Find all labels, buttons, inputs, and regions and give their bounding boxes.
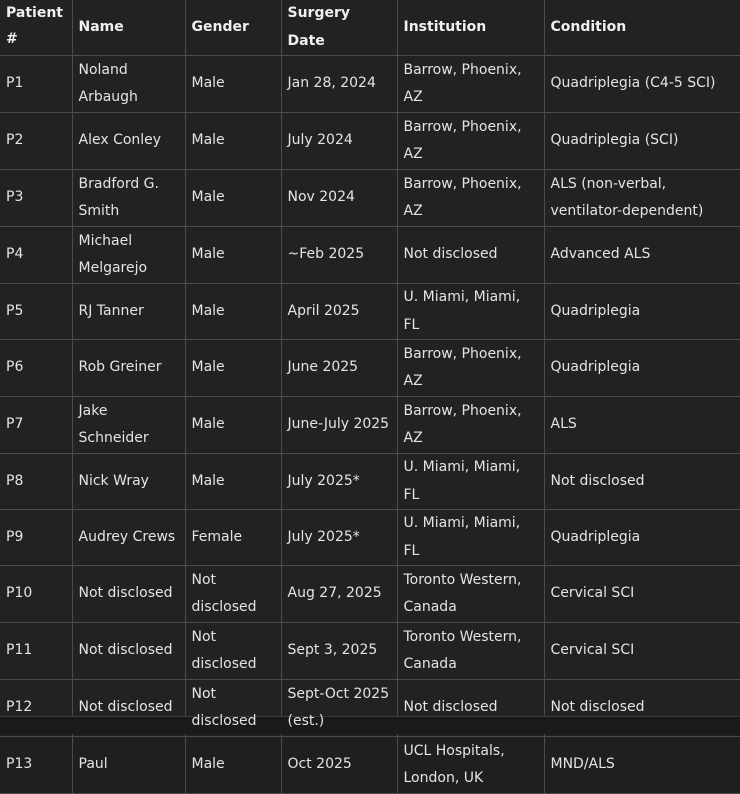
cell-patient-number: P2 <box>0 113 72 170</box>
cell-patient-number: P13 <box>0 737 72 794</box>
cell-institution: U. Miami, Miami, FL <box>397 454 544 510</box>
cell-patient-number: P7 <box>0 397 72 454</box>
cell-name: Bradford G. Smith <box>72 170 185 227</box>
cell-surgery-date: July 2025* <box>281 454 397 510</box>
header-patient-number: Patient # <box>0 0 72 56</box>
cell-condition: Not disclosed <box>544 680 740 737</box>
cell-surgery-date: Aug 27, 2025 <box>281 566 397 623</box>
cell-gender: Male <box>185 227 281 284</box>
cell-gender: Not disclosed <box>185 680 281 737</box>
cell-condition: Advanced ALS <box>544 227 740 284</box>
cell-patient-number: P5 <box>0 284 72 340</box>
cell-gender: Not disclosed <box>185 623 281 680</box>
cell-name: Jake Schneider <box>72 397 185 454</box>
table-row <box>0 737 740 794</box>
cell-name: Not disclosed <box>72 680 185 737</box>
cell-condition: ALS (non-verbal, ventilator-dependent) <box>544 170 740 227</box>
cell-institution: Toronto Western, Canada <box>397 623 544 680</box>
cell-gender: Female <box>185 510 281 566</box>
cell-condition: Quadriplegia (SCI) <box>544 113 740 170</box>
cell-patient-number: P11 <box>0 623 72 680</box>
header-condition: Condition <box>544 0 740 56</box>
cell-institution: U. Miami, Miami, FL <box>397 284 544 340</box>
cell-gender: Male <box>185 737 281 794</box>
cell-name: Noland Arbaugh <box>72 56 185 113</box>
table-row <box>0 566 740 623</box>
cell-condition: Not disclosed <box>544 454 740 510</box>
cell-condition: Quadriplegia <box>544 284 740 340</box>
cell-name: Audrey Crews <box>72 510 185 566</box>
cell-gender: Male <box>185 397 281 454</box>
cell-gender: Male <box>185 454 281 510</box>
cell-institution: Barrow, Phoenix, AZ <box>397 113 544 170</box>
cell-surgery-date: Sept-Oct 2025 (est.) <box>281 680 397 737</box>
cell-institution: Not disclosed <box>397 227 544 284</box>
cell-gender: Male <box>185 56 281 113</box>
cell-name: Paul <box>72 737 185 794</box>
cell-name: Nick Wray <box>72 454 185 510</box>
table-row <box>0 454 740 510</box>
cell-institution: Not disclosed <box>397 680 544 737</box>
cell-name: Michael Melgarejo <box>72 227 185 284</box>
cell-name: RJ Tanner <box>72 284 185 340</box>
cell-patient-number: P3 <box>0 170 72 227</box>
cell-surgery-date: ~Feb 2025 <box>281 227 397 284</box>
cell-name: Rob Greiner <box>72 340 185 397</box>
table-row <box>0 284 740 340</box>
cell-surgery-date: July 2025* <box>281 510 397 566</box>
cell-institution: UCL Hospitals, London, UK <box>397 737 544 794</box>
cell-condition: Cervical SCI <box>544 566 740 623</box>
table-row <box>0 113 740 170</box>
cell-surgery-date: June 2025 <box>281 340 397 397</box>
cell-name: Not disclosed <box>72 623 185 680</box>
cell-condition: Quadriplegia (C4-5 SCI) <box>544 56 740 113</box>
table-row <box>0 170 740 227</box>
cell-institution: Barrow, Phoenix, AZ <box>397 170 544 227</box>
table-row <box>0 510 740 566</box>
cell-institution: Toronto Western, Canada <box>397 566 544 623</box>
cell-institution: Barrow, Phoenix, AZ <box>397 56 544 113</box>
cell-institution: Barrow, Phoenix, AZ <box>397 397 544 454</box>
cell-name: Not disclosed <box>72 566 185 623</box>
table-header-row <box>0 0 740 56</box>
cell-condition: Cervical SCI <box>544 623 740 680</box>
table-row <box>0 397 740 454</box>
cell-institution: Barrow, Phoenix, AZ <box>397 340 544 397</box>
cell-surgery-date: Jan 28, 2024 <box>281 56 397 113</box>
cell-condition: Quadriplegia <box>544 340 740 397</box>
cell-surgery-date: Oct 2025 <box>281 737 397 794</box>
table-row <box>0 340 740 397</box>
table-row <box>0 623 740 680</box>
header-surgery-date: Surgery Date <box>281 0 397 56</box>
cell-name: Alex Conley <box>72 113 185 170</box>
cell-surgery-date: June-July 2025 <box>281 397 397 454</box>
header-name: Name <box>72 0 185 56</box>
cell-patient-number: P6 <box>0 340 72 397</box>
cell-surgery-date: July 2024 <box>281 113 397 170</box>
table-row <box>0 56 740 113</box>
header-gender: Gender <box>185 0 281 56</box>
cell-patient-number: P1 <box>0 56 72 113</box>
cell-patient-number: P12 <box>0 680 72 737</box>
cell-surgery-date: Nov 2024 <box>281 170 397 227</box>
cell-gender: Not disclosed <box>185 566 281 623</box>
cell-patient-number: P10 <box>0 566 72 623</box>
table-row <box>0 227 740 284</box>
cell-condition: Quadriplegia <box>544 510 740 566</box>
cell-gender: Male <box>185 340 281 397</box>
cell-patient-number: P8 <box>0 454 72 510</box>
cell-gender: Male <box>185 170 281 227</box>
cell-patient-number: P9 <box>0 510 72 566</box>
cell-condition: ALS <box>544 397 740 454</box>
cell-gender: Male <box>185 113 281 170</box>
cell-institution: U. Miami, Miami, FL <box>397 510 544 566</box>
cell-condition: MND/ALS <box>544 737 740 794</box>
header-institution: Institution <box>397 0 544 56</box>
cell-surgery-date: April 2025 <box>281 284 397 340</box>
cell-patient-number: P4 <box>0 227 72 284</box>
cell-surgery-date: Sept 3, 2025 <box>281 623 397 680</box>
cell-gender: Male <box>185 284 281 340</box>
